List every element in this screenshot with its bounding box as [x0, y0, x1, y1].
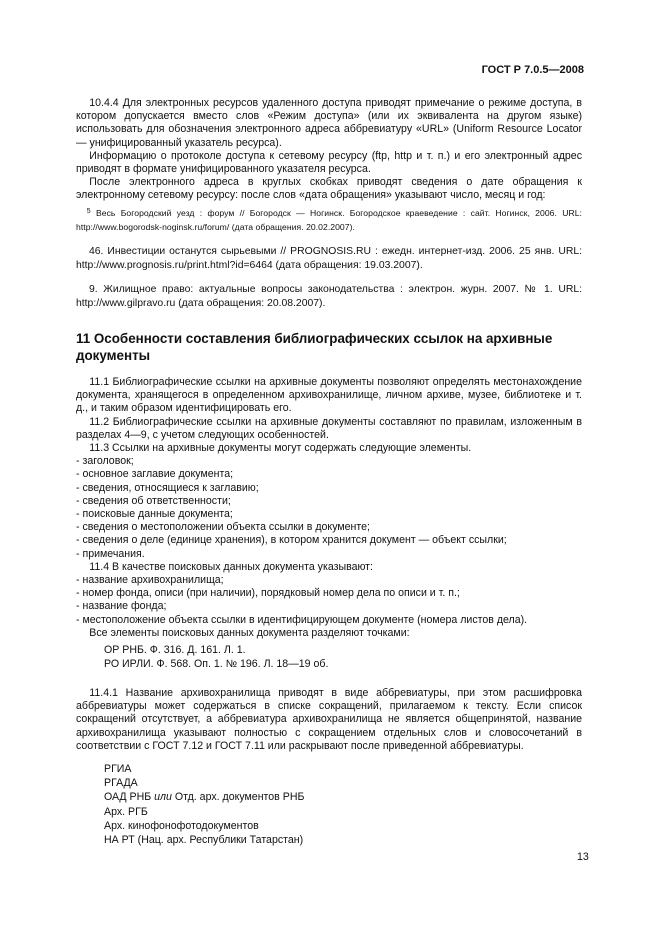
paragraph-separator-rule: Все элементы поисковых данных документа разделяют точками: [89, 626, 410, 639]
list-item: - сведения о деле (единице хранения), в котором хранится документ — объект ссылки; [76, 534, 507, 547]
archive-examples [104, 643, 328, 671]
archive-example: ОР РНБ. Ф. 316. Д. 161. Л. 1. [104, 644, 246, 656]
page-number: 13 [577, 851, 589, 863]
section-11-heading: 11 Особенности составления библиографических ссылок на архивные документы [76, 331, 553, 363]
abbreviation-item: ОАД РНБ или Отд. арх. документов РНБ [104, 791, 305, 804]
list-item: - название архивохранилища; [76, 574, 224, 587]
archive-example: РО ИРЛИ. Ф. 568. Оп. 1. № 196. Л. 18—19 об. [104, 658, 329, 671]
list-11-3 [76, 455, 582, 561]
paragraph-11-2: 11.2 Библиографические ссылки на архивные документы составляют по правилам, изложенным в разделах 4—9, с учетом следующих особенностей. [76, 415, 582, 441]
standard-code-header: ГОСТ Р 7.0.5—2008 [481, 64, 584, 76]
example-forum-text: Весь Богородский уезд : форум // Богородск — Ногинск. Богородское краеведение : сайт. Ногинск, 2006. URL: http://www.bogorodsk-noginsk.ru/forum/ (дата обращения. 20.02.2007). [76, 208, 582, 232]
paragraph-access-date: После электронного адреса в круглых скобках приводят сведения о дате обращения к электронному сетевому ресурсу: после слов «дата обращения» указывают число, месяц и год: [76, 176, 582, 202]
paragraph-10-4-4: 10.4.4 Для электронных ресурсов удаленного доступа приводят примечание о режиме доступа, в котором допускается вместо слов «Режим доступа» (или их эквивалента на другом языке) использовать для обозначения электронного адреса аббревиатуру «URL» (Uniform Resource Locator — унифицированный указатель ресурса). [76, 97, 582, 149]
section-11-heading-block [76, 330, 582, 364]
abbreviation-item: НА РТ (Нац. арх. Республики Татарстан) [104, 834, 304, 847]
list-item: - название фонда; [76, 600, 167, 613]
list-11-4 [76, 574, 582, 627]
example-number: 5 [86, 208, 91, 215]
section-11-text [76, 376, 582, 640]
example-prognosis [76, 245, 582, 273]
abbreviation-examples [104, 762, 304, 847]
example-forum [76, 207, 582, 234]
list-item: - примечания. [76, 547, 145, 560]
example-gilpravo-text: 9. Жилищное право: актуальные вопросы законодательства : электрон. журн. 2007. № 1. URL: http://www.gilpravo.ru (дата обращения: 20.08.2007). [76, 284, 582, 309]
list-item: - основное заглавие документа; [76, 468, 234, 481]
section-10-text [76, 97, 582, 203]
abbreviation-item: Арх. кинофонофотодокументов [104, 819, 259, 832]
paragraph-11-1: 11.1 Библиографические ссылки на архивные документы позволяют определять местонахождение документа, хранящегося в определенном архивохранилище, личном архиве, музее, библиотеке и т. д., и таким образом идентифицировать его. [76, 376, 582, 415]
list-item: - местоположение объекта ссылки в идентифицирующем документе (номера листов дела). [76, 613, 528, 626]
list-item: - номер фонда, описи (при наличии), порядковый номер дела по описи и т. п.; [76, 587, 460, 600]
abbreviation-item: РГАДА [104, 777, 138, 790]
list-item: - сведения о местоположении объекта ссылки в документе; [76, 521, 370, 534]
list-item: - поисковые данные документа; [76, 508, 233, 521]
paragraph-protocol: Информацию о протоколе доступа к сетевому ресурсу (ftp, http и т. п.) и его электронный адрес приводят в формате унифицированного указателя ресурса. [76, 149, 582, 176]
paragraph-11-4-1-block [76, 687, 582, 753]
example-gilpravo [76, 283, 582, 311]
abbreviation-item: РГИА [104, 763, 132, 775]
list-item: - сведения об ответственности; [76, 494, 231, 507]
list-item: - сведения, относящиеся к заглавию; [76, 481, 259, 494]
abbreviation-item: Арх. РГБ [104, 805, 148, 818]
list-item: - заголовок; [76, 455, 134, 468]
paragraph-11-3: 11.3 Ссылки на архивные документы могут содержать следующие элементы. [89, 442, 472, 455]
paragraph-11-4-1: 11.4.1 Название архивохранилища приводят в виде аббревиатуры, при этом расшифровка аббревиатуры может содержаться в списке сокращений, прилагаемом к тексту. Если список сокращений отсутствует, а аббревиатура архивохранилища не является общепринятой, название архивохранилища указывают полностью с сокращением отдельных слов и словосочетаний в соответствии с ГОСТ 7.12 и ГОСТ 7.11 или раскрывают после приведенной аббревиатуры. [76, 687, 582, 752]
paragraph-11-4: 11.4 В качестве поисковых данных документа указывают: [89, 560, 373, 573]
example-prognosis-text: 46. Инвестиции останутся сырьевыми // PROGNOSIS.RU : ежедн. интернет-изд. 2006. 25 янв. URL: http://www.prognosis.ru/print.html?id=6464 (дата обращения: 19.03.2007). [76, 246, 582, 271]
